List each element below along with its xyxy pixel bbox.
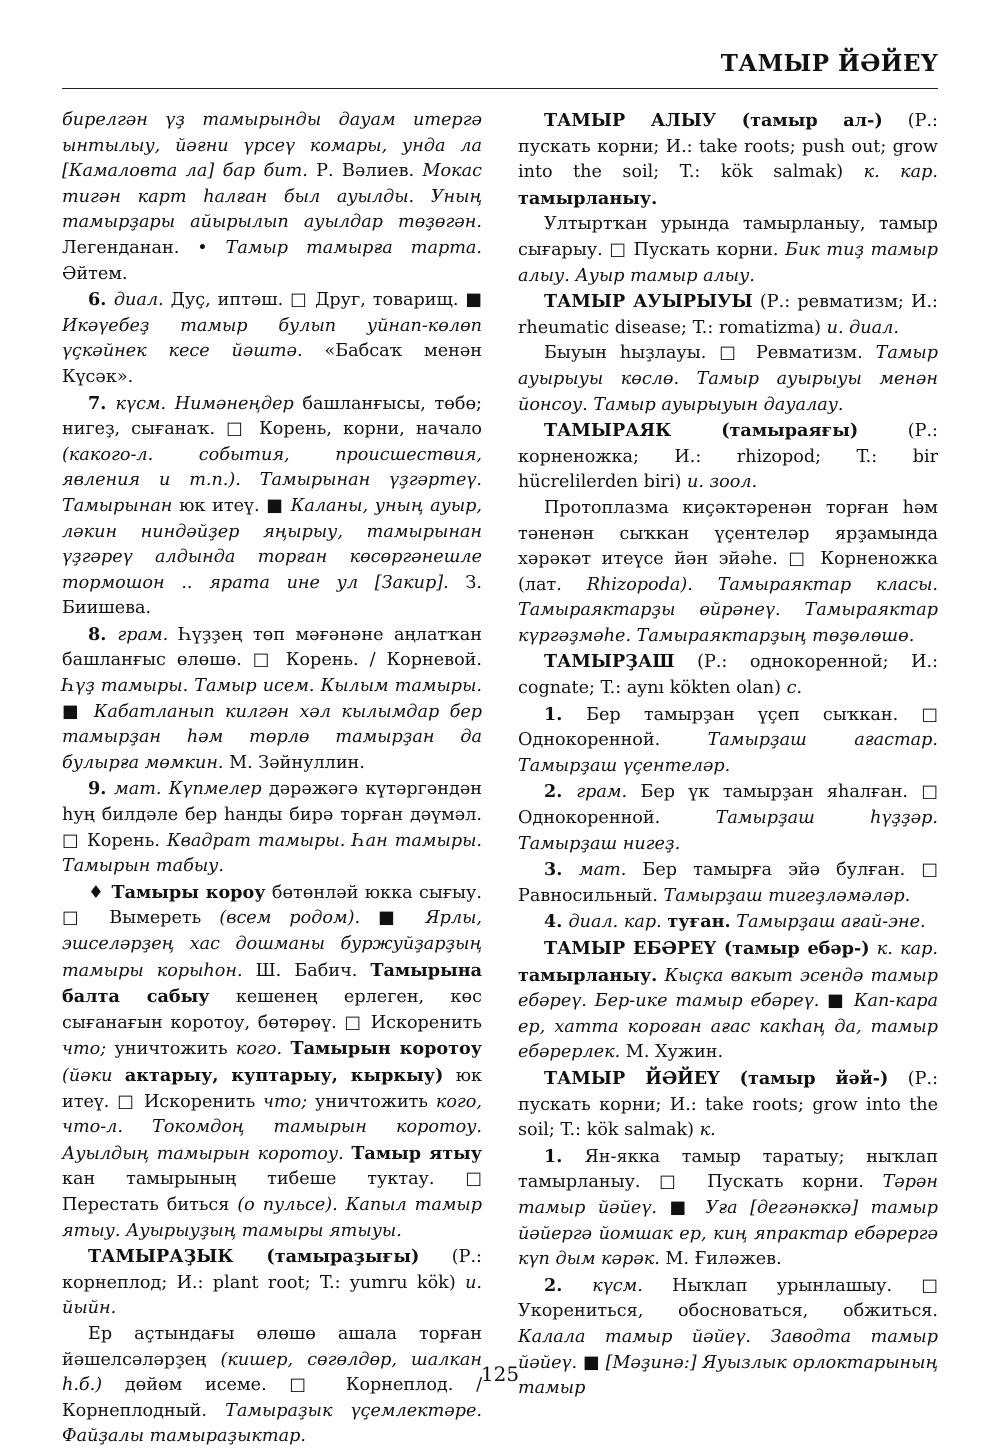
- text-run: «Бабсаҡ менән Күсәк».: [62, 341, 482, 387]
- text-run: Ныҡлап урынлашыу. □ Укорениться, обосноваться, обжиться.: [518, 1275, 938, 1322]
- text-run: Легенданан. •: [62, 237, 226, 258]
- text-run: М. Хужин.: [620, 1042, 724, 1063]
- paragraph: [518, 289, 938, 341]
- text-run: туған.: [667, 911, 731, 933]
- text-run: Rhizopoda). Тамыраяктар класы. Тамыраяктарҙы өйрәнеү. Тамыраяктар күргәҙмәһе. Тамыраяктарҙың төҙөлөшө.: [518, 574, 938, 646]
- text-run: (кишер, сөгөлдөр, шалкан һ.б.): [62, 1349, 482, 1396]
- text-run: Ултыртҡан урында тамырланыу, тамыр сығарыу. □ Пускать корни.: [518, 214, 938, 260]
- text-run: (о пульсе). Капыл тамыр ятыу. Ауырыуҙың тамыры ятыуы.: [62, 1194, 482, 1241]
- right-column: [518, 108, 938, 1402]
- text-run: 7.: [88, 392, 116, 414]
- text-run: Бик тиҙ тамыр алыу. Ауыр тамыр алыу.: [518, 239, 938, 286]
- paragraph: [62, 776, 482, 879]
- text-run: (Р.: пускать корни; И.: take roots; grow into the soil; T.: kök salmak): [518, 1068, 938, 1141]
- text-run: ТАМЫР АУЫРЫУЫ: [544, 291, 753, 313]
- text-run: Ян-якка тамыр таратыу; ныҡлап тамырланыу. □ Пускать корни.: [518, 1146, 938, 1193]
- text-run: дәрәжәгә күтәргәндән һуң билдәле бер һанды бирә торған дәүмәл. □ Корень.: [62, 779, 482, 851]
- text-run: (Р.: корненожка; И.: rhizopod; T.: bir hücrelilerden biri): [518, 421, 938, 493]
- text-run: юк итеү. □ Искоренить: [62, 1065, 483, 1112]
- text-run: ТАМЫР ЕБӘРЕҮ (тамыр ебәр-): [544, 938, 870, 959]
- paragraph: [518, 496, 938, 650]
- text-run: З. Биишева.: [62, 572, 482, 619]
- text-run: что;: [62, 1039, 107, 1060]
- text-run: Уға [дегәнәккә] тамыр йәйергә йомшак ер, киң япрактар ебәрергә күп дым кәрәк.: [518, 1197, 938, 1270]
- text-run: 2.: [544, 1274, 593, 1296]
- text-run: и. диал.: [826, 317, 899, 338]
- text-run: ТАМЫРАҘЫК (тамыраҙығы): [88, 1246, 420, 1268]
- paragraph: [62, 287, 482, 390]
- text-run: кого, что-л. Токомдоң тамырын коротоу. Ауылдың тамырын коротоу.: [62, 1091, 482, 1164]
- page-number: 125: [480, 1362, 520, 1386]
- text-run: Бер тамырға эйә булған. □ Равносильный.: [518, 860, 938, 906]
- text-run: [112, 1066, 124, 1086]
- text-run: Икәүебеҙ тамыр булып уйнап-көлөп үҫкәйнек кесе йәштә.: [62, 315, 482, 362]
- text-run: бөтөнләй юкка сығыу. □ Вымереть: [62, 882, 482, 929]
- text-run: кан тамырының тибеше туктау. □ Перестать биться: [62, 1169, 482, 1215]
- text-run: к. кар.: [876, 939, 939, 959]
- text-run: (Р.: однокоренной; И.: cognate; T.: aynı kökten olan): [518, 652, 938, 699]
- paragraph: [518, 702, 938, 780]
- text-run: Тамырын коротоу: [290, 1038, 483, 1060]
- text-run: 4.: [544, 911, 569, 933]
- text-run: Тамырҙаш тигеҙләмәләр.: [663, 885, 911, 906]
- text-run: кого.: [235, 1039, 283, 1060]
- text-run: актарыу, куптарыу, кыркыу): [124, 1064, 444, 1086]
- paragraph: [62, 391, 482, 622]
- text-run: 1.: [544, 703, 587, 725]
- text-run: Тамыр тамырға тарта.: [225, 237, 482, 258]
- text-run: Кыҫка вакыт эсендә тамыр ебәреү. Бер-ике тамыр ебәреү.: [518, 965, 938, 1012]
- text-run: диал.: [113, 290, 164, 311]
- text-run: бирелгән үҙ тамырынды дауам итергә ынтылыу, йәғни үрсеү комары, унда ла [Камаловта ла] бар бит.: [62, 110, 482, 182]
- text-run: тамырланыу.: [518, 187, 658, 209]
- paragraph: [518, 341, 938, 418]
- text-run: Бер үк тамырҙан яһалған. □ Однокоренной.: [518, 782, 938, 829]
- text-run: 9.: [88, 778, 115, 800]
- text-run: күсм.: [592, 1275, 643, 1296]
- text-run: ■: [656, 1197, 706, 1218]
- text-run: (Р.: корнеплод; И.: plant root; T.: yumru kök): [62, 1247, 482, 1293]
- text-run: и. йыйн.: [62, 1272, 482, 1319]
- text-run: ■: [62, 701, 94, 722]
- text-run: Һүҙ тамыры. Тамыр исем. Кылым тамыры.: [62, 676, 482, 697]
- text-run: [657, 966, 664, 986]
- text-run: Бер тамырҙан үҫеп сыҡкан. □ Однокоренной.: [518, 704, 938, 751]
- text-run: Дуҫ, иптәш. □ Друг, товарищ. ■: [163, 290, 482, 311]
- text-run: грам.: [576, 782, 628, 803]
- text-run: ТАМЫРҘАШ: [544, 651, 675, 673]
- paragraph: [518, 779, 938, 857]
- text-run: ■: [819, 991, 854, 1012]
- paragraph: [518, 1066, 938, 1144]
- text-run: тамырланыу.: [518, 964, 658, 986]
- text-run: Тамыр ауырыуы көслө. Тамыр ауырыуы менән йонсоу. Тамыр ауырыуын дауалау.: [518, 343, 938, 415]
- left-column: [62, 108, 482, 1450]
- text-run: (Р.: ревматизм; И.: rheumatic disease; T.: romatizma): [518, 292, 938, 338]
- header-rule: [62, 88, 938, 89]
- text-run: Быуын һыҙлауы. □ Ревматизм.: [544, 343, 876, 364]
- paragraph: [62, 880, 482, 1244]
- text-run: Кабатланып килгән хәл кылымдар бер тамырҙан һәм төрлө тамырҙан да булырға мөмкин.: [62, 701, 482, 773]
- text-run: ТАМЫР ЙӘЙЕҮ (тамыр йәй-): [544, 1067, 889, 1089]
- text-run: (Р.: пускать корни; И.: take roots; push out; grow into the soil; T.: kök salmak): [518, 111, 938, 183]
- paragraph: [518, 1144, 938, 1273]
- text-run: Квадрат тамыры. Һан тамыры. Тамырын табыу.: [62, 830, 483, 877]
- text-run: Р. Вәлиев.: [307, 161, 423, 182]
- text-run: Тамырҙаш ағастар. Тамырҙаш үҫентеләр.: [518, 730, 939, 776]
- text-run: ■: [577, 1352, 606, 1373]
- text-run: (йәки: [62, 1065, 113, 1086]
- paragraph: [518, 936, 938, 1066]
- text-run: Һүҙҙең төп мәғәнәне аңлатҡан башланғыс өлөшө. □ Корень. / Корневой.: [62, 624, 482, 671]
- text-run: (какого-л. события, происшествия, явления и т.п.). Тамырынан үҙгәртеү. Тамырынан: [62, 444, 482, 516]
- text-run: юк итеү. ■: [172, 495, 291, 516]
- text-run: Тәрән тамыр йәйеү.: [518, 1172, 938, 1218]
- text-run: (всем родом).: [219, 908, 361, 929]
- text-run: ♦ Тамыры короу: [88, 881, 266, 903]
- text-run: 8.: [88, 623, 118, 645]
- text-run: 6.: [88, 289, 114, 311]
- text-run: мат. Күпмелер: [114, 779, 262, 800]
- text-run: Протоплазма киҫәктәренән торған һәм тәненән сыҡкан үҫентеләр ярҙамында хәрәкәт итеүсе йән эйәһе. □ Корненожка (лат.: [518, 497, 938, 595]
- paragraph: [518, 909, 938, 936]
- text-run: Ер аҫтындағы өлөшө ашала торған йәшелсәләрҙең: [62, 1323, 482, 1370]
- text-run: ТАМЫР АЛЫУ (тамыр ал-): [544, 110, 883, 131]
- text-run: Әйтем.: [62, 263, 128, 284]
- paragraph: [62, 622, 482, 777]
- text-run: Ярлы, эшселәрҙең хас дошманы буржуйҙарҙың тамыры корыһон.: [62, 908, 482, 981]
- text-run: Ш. Бабич.: [242, 960, 371, 981]
- text-run: к. кар.: [863, 162, 938, 183]
- text-run: ■: [360, 908, 426, 929]
- text-run: и. зоол.: [687, 472, 758, 493]
- paragraph: [518, 857, 938, 909]
- text-run: [Мәҙинә:] Яуызлык орлоктарының тамыр: [518, 1352, 938, 1399]
- text-run: уничтожить: [307, 1091, 436, 1112]
- text-run: что;: [263, 1091, 308, 1112]
- paragraph: [518, 649, 938, 701]
- text-run: к.: [699, 1120, 716, 1141]
- text-run: диал. кар.: [568, 912, 662, 933]
- text-run: Кап-кара ер, хатта короған ағас какһаң да, тамыр ебәрерлек.: [518, 991, 938, 1063]
- text-run: күсм. Нимәнеңдер: [115, 393, 294, 414]
- text-run: кешенең ерлеген, көс сығанағын коротоу, бөтөрөү. □ Искоренить: [62, 987, 482, 1033]
- text-run: уничтожить: [106, 1039, 236, 1060]
- text-run: с.: [786, 678, 803, 699]
- paragraph: [518, 418, 938, 496]
- paragraph: [62, 1244, 482, 1322]
- text-run: 1.: [544, 1145, 585, 1167]
- text-run: М. Ғиләжев.: [659, 1249, 782, 1270]
- text-run: грам.: [117, 624, 169, 645]
- text-run: Каланы, уның ауыр, ләкин ниндәйҙер яңырыу, тамырынан үҙгәреү алдында торған көсөргәнешле тормошон .. ярата ине ул [Закир].: [62, 495, 483, 593]
- text-run: Мокас тигән карт һалған был ауылды. Уның тамырҙары айырылып ауылдар төҙөгән.: [62, 161, 482, 233]
- text-run: Калала тамыр йәйеү. Заводта тамыр йәйеү.: [518, 1326, 938, 1373]
- text-run: Тамырҙаш һүҙҙәр. Тамырҙаш нигеҙ.: [518, 808, 938, 854]
- paragraph: [518, 108, 938, 212]
- text-run: мат.: [578, 860, 627, 881]
- text-run: Тамыраҙык үҫемлектәре. Файҙалы тамыраҙыктар.: [62, 1400, 482, 1447]
- paragraph: [62, 108, 482, 287]
- text-run: Тамырына балта сабыу: [62, 959, 482, 1008]
- text-run: Тамыр ятыу: [351, 1142, 483, 1164]
- text-run: башланғысы, төбө; нигеҙ, сығанаҡ. □ Корень, корни, начало: [62, 393, 482, 440]
- text-run: М. Зәйнуллин.: [223, 752, 365, 773]
- text-run: ТАМЫРАЯК (тамыраяғы): [544, 420, 859, 442]
- text-run: 3.: [544, 859, 579, 881]
- text-run: дөйөм исеме. □ Корнеплод. / Корнеплодный.: [62, 1375, 482, 1421]
- paragraph: [518, 212, 938, 289]
- text-run: 2.: [544, 781, 577, 803]
- running-head: ТАМЫР ЙӘЙЕҮ: [720, 50, 938, 77]
- text-run: [870, 939, 877, 959]
- text-run: Тамырҙаш ағай-эне.: [736, 912, 926, 933]
